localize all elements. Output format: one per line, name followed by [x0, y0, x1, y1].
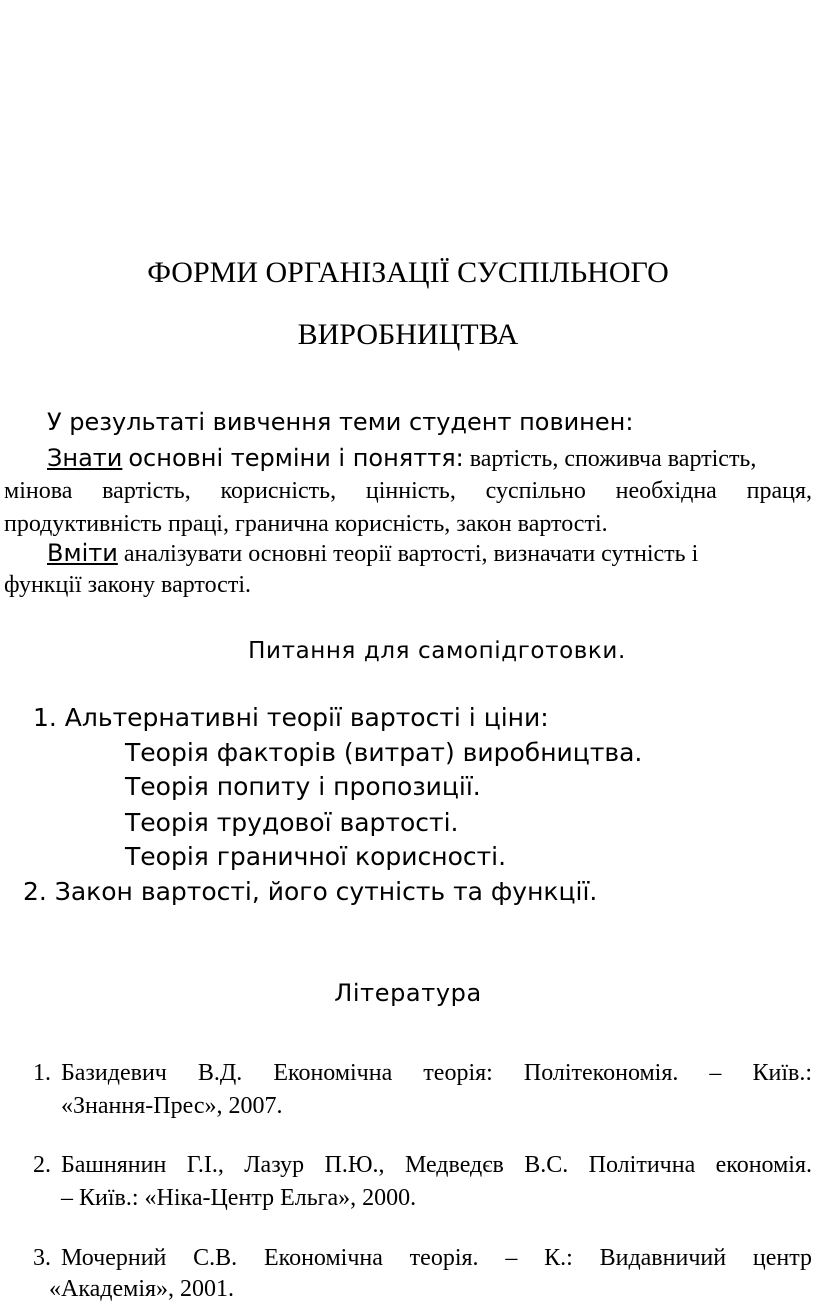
- know-line-1: [47, 444, 813, 473]
- page-title-line-1: ФОРМИ ОРГАНІЗАЦІЇ СУСПІЛЬНОГО: [147, 256, 669, 289]
- able-line-2: функції закону вартості.: [4, 572, 251, 598]
- literature-line-1: Базидевич В.Д. Економічна теорія: Політекономія. – Київ.:: [61, 1060, 812, 1086]
- question-1: 1. Альтернативні теорії вартості і ціни:: [33, 703, 549, 732]
- literature-line-2: «Академія», 2001.: [49, 1276, 235, 1302]
- know-label: Знати: [47, 444, 123, 472]
- literature-heading: Література: [334, 979, 482, 1007]
- page-title-line-2: ВИРОБНИЦТВА: [297, 318, 519, 351]
- know-line-3: продуктивність праці, гранична корисність, закон вартості.: [4, 511, 608, 537]
- question-1-item: Теорія факторів (витрат) виробництва.: [125, 738, 643, 767]
- know-text-2: вартість, споживча вартість,: [469, 446, 757, 472]
- able-text: аналізувати основні теорії вартості, визначати сутність і: [123, 541, 699, 567]
- literature-line-1: Башнянин Г.І., Лазур П.Ю., Медведєв В.С. Політична економія.: [61, 1152, 812, 1178]
- question-1-item: Теорія граничної корисності.: [125, 842, 507, 871]
- literature-line-2: «Знання-Прес», 2007.: [61, 1093, 283, 1119]
- know-line-2: мінова вартість, корисність, цінність, суспільно необхідна праця,: [4, 478, 812, 504]
- question-1-item: Теорія трудової вартості.: [125, 808, 459, 837]
- literature-line-2: – Київ.: «Ніка-Центр Ельга», 2000.: [61, 1185, 417, 1211]
- able-label: Вміти: [47, 539, 118, 567]
- literature-line-1: Мочерний С.В. Економічна теорія. – К.: Видавничий центр: [61, 1245, 812, 1271]
- know-text-1: основні терміни і поняття:: [128, 444, 464, 472]
- question-1-item: Теорія попиту і пропозиції.: [125, 772, 481, 801]
- literature-number: 1.: [33, 1060, 51, 1086]
- intro-lead: У результаті вивчення теми студент повинен:: [47, 408, 634, 436]
- literature-number: 2.: [33, 1152, 51, 1178]
- questions-heading: Питання для самопідготовки.: [248, 638, 626, 664]
- able-line-1: [47, 539, 813, 568]
- literature-number: 3.: [33, 1245, 51, 1271]
- question-2: 2. Закон вартості, його сутність та функції.: [23, 877, 598, 906]
